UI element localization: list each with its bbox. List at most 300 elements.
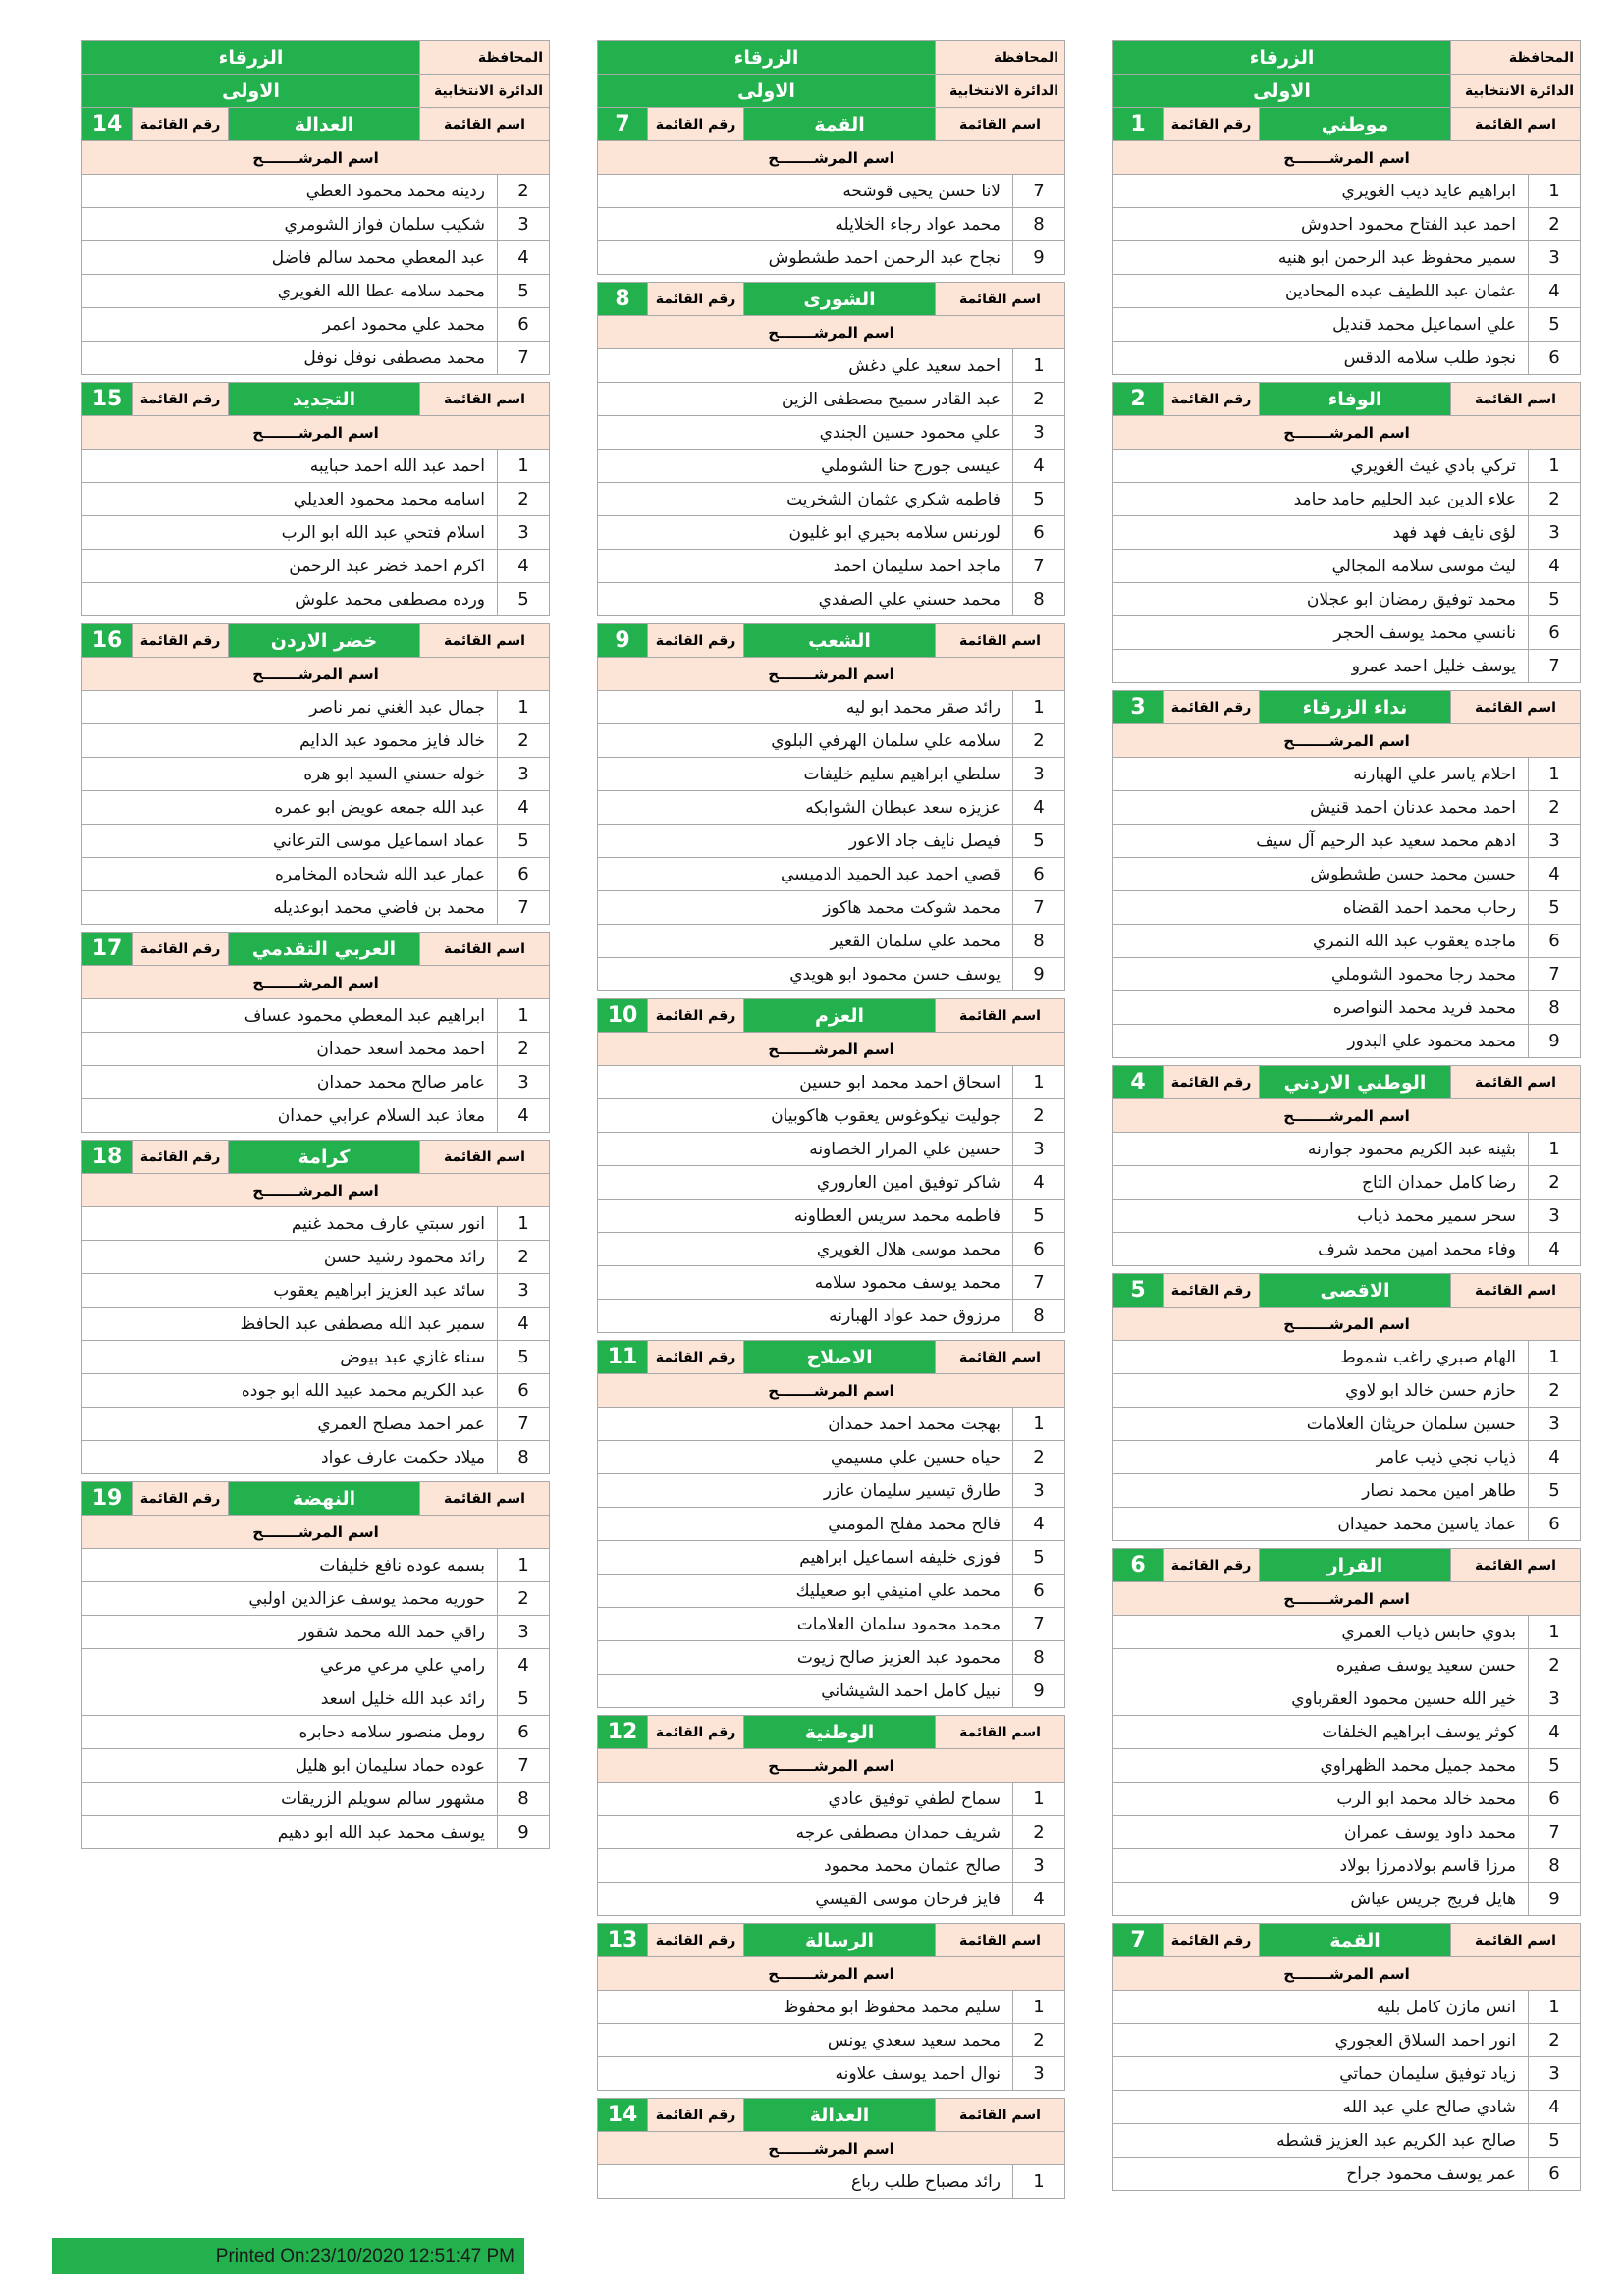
- candidate-row: [597, 1507, 1065, 1541]
- candidate-number: 6: [1528, 2158, 1580, 2190]
- candidate-header-label: اسم المرشـــــــح: [82, 658, 549, 690]
- list-number-label: رقم القائمة: [132, 933, 228, 965]
- list-number-label: رقم القائمة: [647, 283, 743, 315]
- candidate-row: [1112, 2157, 1581, 2191]
- candidate-name: محمد موسى هلال الغويري: [816, 1239, 1001, 1259]
- candidate-name: فوزى خليفه اسماعيل ابراهيم: [799, 1547, 1001, 1568]
- candidate-row: [597, 348, 1065, 383]
- list-header-row: [81, 382, 550, 416]
- candidate-row: [81, 890, 550, 925]
- list-name-label: اسم القائمة: [935, 108, 1064, 140]
- candidate-row: [1112, 1473, 1581, 1508]
- candidate-number: 4: [1012, 791, 1064, 824]
- list-name-label: اسم القائمة: [935, 2099, 1064, 2131]
- candidate-number: 3: [497, 1616, 549, 1648]
- candidate-row: [1112, 1882, 1581, 1916]
- candidate-name: احمد عبد الفتاح محمود احدوش: [1301, 214, 1516, 235]
- candidate-row: [81, 690, 550, 724]
- candidate-number: 4: [497, 791, 549, 824]
- candidate-row: [597, 1440, 1065, 1474]
- candidate-row: [597, 1065, 1065, 1099]
- candidate-number: 2: [497, 1582, 549, 1615]
- list-number: 7: [1113, 1924, 1163, 1956]
- candidate-name: عوده حماد سليمان ابو هليل: [295, 1755, 485, 1776]
- candidate-number: 1: [1012, 691, 1064, 723]
- candidate-name: راقي حمد الله محمد شقور: [298, 1622, 485, 1642]
- candidate-number: 2: [1012, 1441, 1064, 1473]
- candidate-number: 5: [1528, 1749, 1580, 1782]
- list-name-label: اسم القائمة: [935, 1341, 1064, 1373]
- candidate-name: انس مازن كامل بليه: [1376, 1997, 1516, 2017]
- candidate-number: 5: [1528, 891, 1580, 924]
- candidate-name: علي محمود حسين الجندي: [819, 422, 1001, 443]
- candidate-name: الهام صبري راغب شموط: [1340, 1347, 1516, 1367]
- candidate-row: [81, 549, 550, 583]
- candidate-header-row: [81, 1173, 550, 1207]
- candidate-number: 6: [497, 858, 549, 890]
- candidate-header-row: [1112, 1581, 1581, 1616]
- candidate-name: فيصل نايف جاد الاعور: [848, 830, 1001, 851]
- column-header: [81, 40, 550, 108]
- candidate-number: 5: [1528, 2124, 1580, 2157]
- candidate-number: 2: [1528, 791, 1580, 824]
- candidate-row: [597, 857, 1065, 891]
- candidate-name: سحر سمير محمد ذياب: [1357, 1205, 1516, 1226]
- candidate-header-label: اسم المرشـــــــح: [598, 658, 1064, 690]
- candidate-name: صالح عبد الكريم عبد العزيز قشطه: [1276, 2130, 1516, 2151]
- candidate-number: 3: [1012, 2057, 1064, 2090]
- candidate-number: 2: [1012, 383, 1064, 415]
- candidate-row: [597, 174, 1065, 208]
- candidate-name: احمد سعيد علي دغش: [848, 355, 1001, 376]
- candidate-number: 3: [1528, 2057, 1580, 2090]
- candidate-name: محمد بن فاضي محمد ابوعديله: [273, 897, 485, 918]
- candidate-row: [597, 1540, 1065, 1575]
- candidate-number: 3: [497, 1066, 549, 1098]
- candidate-row: [597, 1473, 1065, 1508]
- candidate-number: 8: [1012, 1300, 1064, 1332]
- candidate-number: 8: [1012, 208, 1064, 240]
- list-header-row: [597, 623, 1065, 658]
- candidate-number: 7: [1012, 891, 1064, 924]
- candidate-row: [1112, 649, 1581, 683]
- list-block: [597, 107, 1065, 275]
- candidate-header-label: اسم المرشـــــــح: [1113, 141, 1580, 174]
- candidate-header-label: اسم المرشـــــــح: [1113, 1582, 1580, 1615]
- candidate-name: بسمه عوده نافع خليفات: [319, 1555, 485, 1575]
- candidate-number: 1: [1012, 2165, 1064, 2198]
- candidate-name: محمد علي محمود اعمر: [322, 314, 485, 335]
- candidate-name: مرزوق حمد عواد الهبارنه: [829, 1306, 1001, 1326]
- list-header-row: [1112, 382, 1581, 416]
- candidate-row: [1112, 2023, 1581, 2057]
- candidate-number: 7: [497, 1749, 549, 1782]
- list-number-label: رقم القائمة: [132, 1482, 228, 1515]
- candidate-name: خوله حسني السيد ابو هره: [303, 764, 485, 784]
- candidate-name: محمد سعيد سعدي يونس: [827, 2030, 1001, 2051]
- candidate-name: اسحاق احمد محمد ابو حسين: [799, 1072, 1001, 1093]
- candidate-row: [1112, 1748, 1581, 1783]
- candidate-number: 8: [497, 1783, 549, 1815]
- candidate-header-label: اسم المرشـــــــح: [82, 966, 549, 998]
- list-number-label: رقم القائمة: [132, 383, 228, 415]
- candidate-number: 6: [1528, 616, 1580, 649]
- governorate-label: المحافظة: [419, 41, 549, 74]
- candidate-name: سلامه علي سلمان الهرفي البلوي: [771, 730, 1001, 751]
- candidate-number: 3: [1012, 416, 1064, 449]
- candidate-name: قصي احمد عبد الحميد الدميسي: [781, 864, 1001, 884]
- candidate-name: عزيزه سعد عبطان الشوابكه: [805, 797, 1001, 818]
- list-number-label: رقم القائمة: [1163, 108, 1259, 140]
- list-number: 9: [598, 624, 647, 657]
- candidate-row: [81, 824, 550, 858]
- candidate-number: 9: [1528, 1025, 1580, 1057]
- governorate-label: المحافظة: [1450, 41, 1580, 74]
- list-block: [597, 2098, 1065, 2199]
- list-block: [81, 932, 550, 1133]
- candidate-number: 3: [497, 516, 549, 549]
- candidate-number: 7: [497, 891, 549, 924]
- candidate-name: رحاب محمد احمد القضاه: [1342, 897, 1516, 918]
- candidate-number: 7: [1012, 550, 1064, 582]
- list-name: القمة: [743, 108, 935, 140]
- district-row: [1112, 74, 1581, 108]
- candidate-name: احلام ياسر علي الهبارنه: [1353, 764, 1516, 784]
- candidate-row: [81, 1815, 550, 1849]
- candidate-row: [597, 1882, 1065, 1916]
- candidate-name: فايز فرحان موسى القيسي: [815, 1889, 1001, 1909]
- candidate-name: محمود عبد العزيز صالح زيوت: [796, 1647, 1001, 1668]
- candidate-name: سناء غازي عبد بيوض: [340, 1347, 485, 1367]
- candidate-header-label: اسم المرشـــــــح: [598, 141, 1064, 174]
- candidate-name: علاء الدين عبد الحليم حامد حامد: [1293, 489, 1516, 509]
- candidate-name: محمد عواد رجاء الخلايله: [835, 214, 1001, 235]
- candidate-name: رضا كامل حمدان التاج: [1362, 1172, 1516, 1193]
- candidate-row: [1112, 1507, 1581, 1541]
- candidate-header-row: [597, 2131, 1065, 2165]
- candidate-name: محمد يوسف محمود سلامه: [814, 1272, 1001, 1293]
- candidate-name: معاذ عبد السلام عرابي حمدان: [277, 1105, 485, 1126]
- list-number: 18: [82, 1141, 132, 1173]
- list-name-label: اسم القائمة: [935, 1716, 1064, 1748]
- governorate-row: [1112, 40, 1581, 75]
- list-name: النهضة: [228, 1482, 419, 1515]
- candidate-header-label: اسم المرشـــــــح: [82, 1516, 549, 1548]
- candidate-row: [1112, 1232, 1581, 1266]
- list-name: القمة: [1259, 1924, 1450, 1956]
- candidate-row: [1112, 582, 1581, 616]
- list-name-label: اسم القائمة: [1450, 1066, 1580, 1098]
- list-block: [1112, 382, 1581, 683]
- candidate-row: [1112, 240, 1581, 275]
- candidate-row: [81, 1648, 550, 1682]
- candidate-row: [597, 1132, 1065, 1166]
- candidate-row: [597, 1232, 1065, 1266]
- list-number: 3: [1113, 691, 1163, 723]
- list-block: [81, 1481, 550, 1849]
- candidate-row: [1112, 2056, 1581, 2091]
- list-header-row: [597, 1715, 1065, 1749]
- candidate-number: 2: [497, 1033, 549, 1065]
- list-header-row: [1112, 1065, 1581, 1099]
- candidate-number: 9: [1528, 1883, 1580, 1915]
- candidate-row: [81, 582, 550, 616]
- candidate-row: [1112, 1848, 1581, 1883]
- list-number: 10: [598, 999, 647, 1032]
- candidate-name: يوسف خليل احمد عمرو: [1351, 656, 1516, 676]
- governorate-label: المحافظة: [935, 41, 1064, 74]
- candidate-name: ادهم محمد سعيد عبد الرحيم آل سيف: [1256, 830, 1516, 851]
- candidate-header-row: [81, 415, 550, 450]
- candidate-name: حسين علي المرار الخصاونه: [809, 1139, 1001, 1159]
- candidate-row: [1112, 824, 1581, 858]
- candidate-name: رائد صقر محمد ابو ليه: [845, 697, 1001, 718]
- list-header-row: [597, 998, 1065, 1033]
- candidate-name: جوليت نيكوغوس يعقوب هاكوبيان: [771, 1105, 1001, 1126]
- candidate-number: 2: [1012, 1099, 1064, 1132]
- list-number: 7: [598, 108, 647, 140]
- candidate-row: [597, 723, 1065, 758]
- governorate-value: الزرقاء: [1113, 41, 1450, 74]
- candidate-row: [1112, 482, 1581, 516]
- list-header-row: [597, 282, 1065, 316]
- candidate-row: [81, 1615, 550, 1649]
- candidate-number: 5: [1528, 308, 1580, 341]
- column-header: [597, 40, 1065, 108]
- candidate-number: 2: [1528, 1374, 1580, 1407]
- candidate-row: [597, 924, 1065, 958]
- district-row: [81, 74, 550, 108]
- candidate-header-row: [81, 965, 550, 999]
- list-name-label: اسم القائمة: [935, 624, 1064, 657]
- candidate-row: [597, 1407, 1065, 1441]
- candidate-number: 4: [1528, 858, 1580, 890]
- candidate-number: 2: [497, 175, 549, 207]
- candidate-number: 4: [1528, 2091, 1580, 2123]
- candidate-row: [597, 1674, 1065, 1708]
- list-number-label: رقم القائمة: [647, 108, 743, 140]
- candidate-row: [1112, 1715, 1581, 1749]
- list-name-label: اسم القائمة: [419, 933, 549, 965]
- candidate-row: [1112, 274, 1581, 308]
- candidate-name: شكيب سلمان فواز الشومري: [284, 214, 485, 235]
- candidate-header-label: اسم المرشـــــــح: [1113, 1099, 1580, 1132]
- candidate-number: 5: [1012, 1541, 1064, 1574]
- candidate-name: عمار عبد الله شحاده المخامره: [275, 864, 485, 884]
- candidate-row: [1112, 1990, 1581, 2024]
- candidate-name: حياه حسين علي مسيمي: [830, 1447, 1001, 1468]
- list-header-row: [1112, 690, 1581, 724]
- list-number: 5: [1113, 1274, 1163, 1307]
- candidate-name: نجود طلب سلامه الدقس: [1343, 347, 1516, 368]
- list-number-label: رقم القائمة: [132, 1141, 228, 1173]
- candidate-row: [81, 790, 550, 825]
- candidate-name: حسين محمد حسن طشطوش: [1310, 864, 1516, 884]
- candidate-name: محمد علي امنيفي ابو صعيليك: [795, 1580, 1001, 1601]
- candidate-name: بثينه عبد الكريم محمود جوارنه: [1307, 1139, 1516, 1159]
- candidate-header-label: اسم المرشـــــــح: [1113, 1957, 1580, 1990]
- candidate-header-label: اسم المرشـــــــح: [598, 2132, 1064, 2164]
- candidate-number: 4: [1528, 1233, 1580, 1265]
- candidate-header-row: [81, 657, 550, 691]
- candidate-row: [597, 1199, 1065, 1233]
- candidate-row: [1112, 1815, 1581, 1849]
- candidate-name: شاكر توفيق امين العاروري: [816, 1172, 1001, 1193]
- list-name: الشعب: [743, 624, 935, 657]
- candidate-header-row: [597, 1956, 1065, 1991]
- candidate-number: 2: [497, 1241, 549, 1273]
- candidate-row: [1112, 549, 1581, 583]
- candidate-row: [1112, 174, 1581, 208]
- candidate-number: 3: [1012, 1849, 1064, 1882]
- candidate-row: [1112, 757, 1581, 791]
- list-name: الوطني الاردني: [1259, 1066, 1450, 1098]
- candidate-number: 3: [1528, 516, 1580, 549]
- candidate-number: 4: [1012, 1508, 1064, 1540]
- list-block: [597, 1923, 1065, 2091]
- candidate-name: ليث موسى سلامه المجالي: [1331, 556, 1516, 576]
- candidate-name: عبد المعطي محمد سالم فاضل: [271, 247, 485, 268]
- candidate-name: محمد فريد محمد النواصره: [1332, 997, 1516, 1018]
- candidate-number: 1: [1528, 1133, 1580, 1165]
- candidate-header-row: [1112, 1307, 1581, 1341]
- candidate-row: [597, 549, 1065, 583]
- district-value: الاولى: [1113, 75, 1450, 107]
- candidate-number: 3: [1528, 1682, 1580, 1715]
- candidate-number: 2: [1528, 483, 1580, 515]
- list-header-row: [1112, 1548, 1581, 1582]
- candidate-name: بدوي حابس ذياب العمري: [1341, 1622, 1516, 1642]
- candidate-number: 4: [1528, 1716, 1580, 1748]
- candidate-row: [81, 515, 550, 550]
- list-name: القرار: [1259, 1549, 1450, 1581]
- candidate-header-label: اسم المرشـــــــح: [82, 141, 549, 174]
- candidate-row: [597, 207, 1065, 241]
- list-header-row: [1112, 1273, 1581, 1308]
- list-name: العدالة: [228, 108, 419, 140]
- candidate-number: 8: [1012, 925, 1064, 957]
- candidate-row: [81, 240, 550, 275]
- candidate-row: [81, 1273, 550, 1308]
- candidate-row: [1112, 1407, 1581, 1441]
- list-block: [597, 998, 1065, 1333]
- candidate-number: 4: [497, 550, 549, 582]
- list-name-label: اسم القائمة: [419, 1141, 549, 1173]
- candidate-name: عبد القادر سميح مصطفى الزين: [782, 389, 1001, 409]
- candidate-name: مشهور سالم سويلم الزريقات: [281, 1789, 485, 1809]
- list-block: [1112, 1065, 1581, 1266]
- list-column-middle: [597, 41, 1065, 2199]
- candidate-name: عثمان عبد اللطيف عبده المحادين: [1284, 281, 1516, 301]
- candidate-row: [81, 307, 550, 342]
- candidate-name: ميلاد حكمت عارف عواد: [321, 1447, 485, 1468]
- candidate-row: [81, 1307, 550, 1341]
- candidate-name: تركي بادي غيث الغويري: [1350, 455, 1516, 476]
- candidate-name: يوسف حسن محمود ابو هويدي: [789, 964, 1001, 985]
- candidate-name: ردينه محمد محمود العطي: [305, 181, 485, 201]
- list-number: 6: [1113, 1549, 1163, 1581]
- candidate-name: نانسي محمد يوسف الحجر: [1333, 622, 1516, 643]
- list-number-label: رقم القائمة: [647, 1341, 743, 1373]
- candidate-name: خالد فايز محمود عبد الدايم: [299, 730, 485, 751]
- candidate-header-label: اسم المرشـــــــح: [598, 1957, 1064, 1990]
- candidate-number: 7: [1012, 1608, 1064, 1640]
- candidate-row: [81, 207, 550, 241]
- candidate-number: 6: [497, 308, 549, 341]
- list-number-label: رقم القائمة: [647, 1716, 743, 1748]
- candidate-header-row: [1112, 140, 1581, 175]
- candidate-row: [597, 1607, 1065, 1641]
- candidate-number: 3: [1528, 825, 1580, 857]
- candidate-number: 4: [1528, 275, 1580, 307]
- list-name-label: اسم القائمة: [1450, 383, 1580, 415]
- candidate-number: 6: [1012, 858, 1064, 890]
- list-block: [597, 1715, 1065, 1916]
- candidate-number: 1: [1528, 1616, 1580, 1648]
- candidate-number: 7: [497, 1408, 549, 1440]
- candidate-name: احمد محمد عدنان احمد قنيش: [1310, 797, 1516, 818]
- list-block: [1112, 690, 1581, 1058]
- list-block: [81, 382, 550, 616]
- candidate-number: 2: [1528, 1649, 1580, 1682]
- list-header-row: [81, 932, 550, 966]
- list-number: 13: [598, 1924, 647, 1956]
- candidate-number: 6: [1528, 1783, 1580, 1815]
- candidate-row: [597, 2023, 1065, 2057]
- candidate-row: [1112, 341, 1581, 375]
- candidate-number: 5: [497, 1341, 549, 1373]
- candidate-header-row: [597, 1373, 1065, 1408]
- district-row: [597, 74, 1065, 108]
- list-number-label: رقم القائمة: [1163, 1924, 1259, 1956]
- candidate-name: سمير محفوظ عبد الرحمن ابو هنيه: [1277, 247, 1516, 268]
- candidate-header-label: اسم المرشـــــــح: [598, 1374, 1064, 1407]
- list-name-label: اسم القائمة: [419, 1482, 549, 1515]
- candidate-name: محمد محمود سلمان العلامات: [796, 1614, 1001, 1634]
- candidate-name: احمد عبد الله احمد حبايبه: [309, 455, 485, 476]
- candidate-name: ماجد احمد سليمان احمد: [833, 556, 1001, 576]
- candidate-row: [597, 1265, 1065, 1300]
- candidate-name: عبد الكريم محمد عبيد الله ابو جوده: [241, 1380, 485, 1401]
- candidate-name: جمال عبد الغني نمر ناصر: [309, 697, 485, 718]
- list-block: [597, 1340, 1065, 1708]
- candidate-name: محمد محمود علي البدور: [1347, 1031, 1516, 1051]
- candidate-name: انور احمد السلاق العجوري: [1334, 2030, 1516, 2051]
- candidate-name: سليم محمد محفوظ ابو محفوظ: [783, 1997, 1001, 2017]
- candidate-number: 1: [1012, 1991, 1064, 2023]
- candidate-number: 3: [1528, 241, 1580, 274]
- candidate-header-label: اسم المرشـــــــح: [1113, 416, 1580, 449]
- candidate-number: 6: [497, 1716, 549, 1748]
- list-name-label: اسم القائمة: [419, 624, 549, 657]
- list-number: 14: [82, 108, 132, 140]
- candidate-row: [1112, 990, 1581, 1025]
- candidate-number: 1: [497, 1207, 549, 1240]
- candidate-name: نوال احمد يوسف علاونه: [835, 2063, 1001, 2084]
- list-number: 4: [1113, 1066, 1163, 1098]
- candidate-number: 5: [1012, 483, 1064, 515]
- candidate-name: يوسف محمد عبد الله ابو دهيم: [277, 1822, 485, 1842]
- candidate-header-label: اسم المرشـــــــح: [82, 1174, 549, 1206]
- list-name: الشورى: [743, 283, 935, 315]
- candidate-name: ذياب نجي ذيب عامر: [1376, 1447, 1516, 1468]
- candidate-name: رومل منصور سلامه دحابره: [298, 1722, 485, 1742]
- candidate-row: [81, 341, 550, 375]
- list-name-label: اسم القائمة: [935, 283, 1064, 315]
- list-column-right: [1112, 41, 1581, 2191]
- candidate-name: طاهر امين محمد نصار: [1362, 1480, 1516, 1501]
- list-block: [81, 107, 550, 375]
